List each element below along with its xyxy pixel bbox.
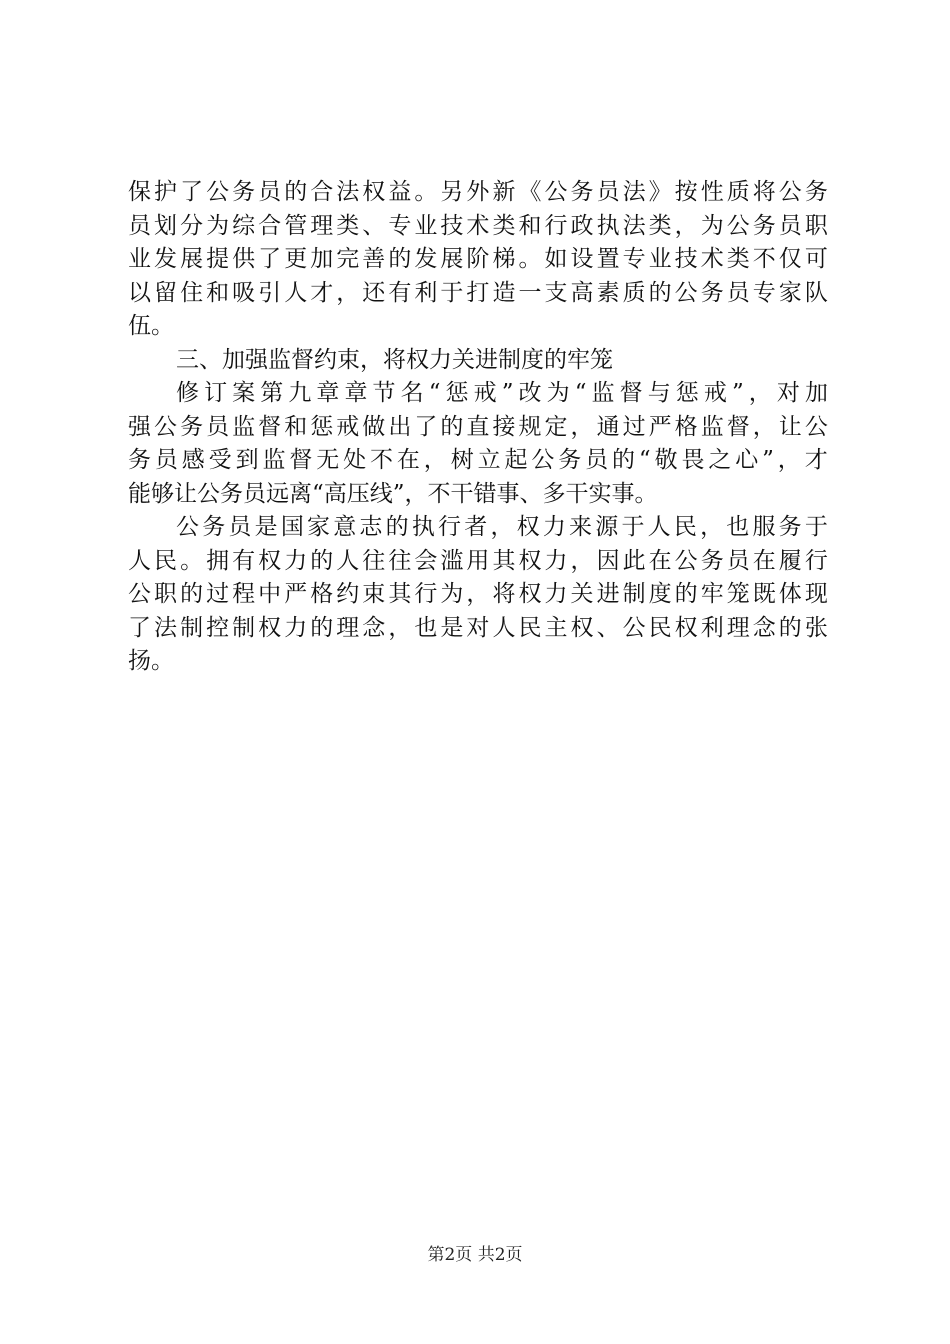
text-line: 公 务 员 是 国 家 意 志 的 执 行 者 ， 权 力 来 源 于 人 民 ， 也 服 务 于	[176, 514, 828, 540]
text-line: 业 发 展 提 供 了 更 加 完 善 的 发 展 阶 梯 。 如 设 置 专 业 技 术 类 不 仅 可	[128, 246, 828, 272]
text-line: 扬。	[128, 648, 174, 674]
section-heading: 三、加强监督约束，将权力关进制度的牢笼	[176, 346, 613, 373]
text-line: 以 留 住 和 吸 引 人 才 ， 还 有 利 于 打 造 一 支 高 素 质 的 公 务 员 专 家 队	[128, 279, 828, 306]
document-body	[128, 176, 828, 679]
text-line: 了 法 制 控 制 权 力 的 理 念 ， 也 是 对 人 民 主 权 、 公 民 权 利 理 念 的 张	[128, 614, 828, 641]
text-line: 公 职 的 过 程 中 严 格 约 束 其 行 为 ， 将 权 力 关 进 制 度 的 牢 笼 既 体 现	[128, 581, 828, 607]
text-line: 保 护 了 公 务 员 的 合 法 权 益 。 另 外 新 《 公 务 员 法 》 按 性 质 将 公 务	[128, 179, 828, 205]
text-line: 修 订 案 第 九 章 章 节 名 “ 惩 戒 ” 改 为 “ 监 督 与 惩 戒 ” ， 对 加	[176, 380, 828, 406]
text-line: 强 公 务 员 监 督 和 惩 戒 做 出 了 的 直 接 规 定 ， 通 过 严 格 监 督 ， 让 公	[128, 413, 828, 440]
text-line: 务 员 感 受 到 监 督 无 处 不 在 ， 树 立 起 公 务 员 的 “ 敬 畏 之 心 ” ， 才	[128, 447, 828, 473]
text-line: 人 民 。 拥 有 权 力 的 人 往 往 会 滥 用 其 权 力 ， 因 此 在 公 务 员 在 履 行	[128, 547, 828, 574]
text-line: 员 划 分 为 综 合 管 理 类 、 专 业 技 术 类 和 行 政 执 法 类 ， 为 公 务 员 职	[128, 212, 828, 239]
text-line: 能够让公务员远离“高压线”，不干错事、多干实事。	[128, 480, 658, 507]
page-footer: 第2页 共2页	[427, 1245, 523, 1265]
text-line: 伍。	[128, 313, 174, 339]
